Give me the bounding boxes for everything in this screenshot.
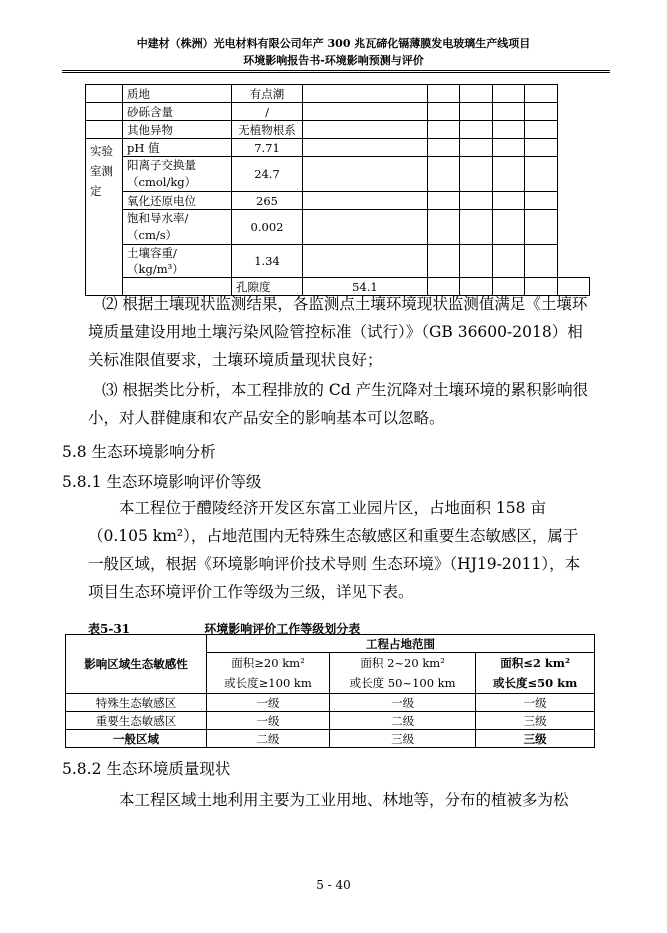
table-cell: 一级 [329,694,475,712]
paragraph-eco-status: 本工程区域土地利用主要为工业用地、林地等，分布的植被多为松 [119,791,569,809]
property-value: 24.7 [232,157,303,192]
property-name: 质地 [123,85,232,103]
header-line-1: 中建材（株洲）光电材料有限公司年产 300 兆瓦碲化镉薄膜发电玻璃生产线项目 [136,37,531,50]
column-header-line: 或长度 50~100 km [349,676,456,690]
group-header: 工程占地范围 [207,635,595,653]
property-name: 其他异物 [123,121,232,139]
property-name: 土壤容重/（kg/m³） [123,245,232,278]
section-heading-5-8: 5.8 生态环境影响分析 [62,443,216,461]
property-name: 砂砾含量 [123,103,232,121]
table-cell: 三级 [476,730,595,748]
property-value: 有点潮 [232,85,303,103]
row-label: 一般区域 [66,730,207,748]
table-row [66,730,595,748]
property-value: 265 [232,192,303,210]
property-name: 孔隙度 [232,278,303,296]
paragraph-soil-conclusion: ⑵ 根据土壤现状监测结果，各监测点土壤环境现状监测值满足《土壤环境质量建设用地土壤污染风险管控标准（试行）》（GB 36600-2018）相关标准限值要求，土壤环境质量现状良好； [88,295,588,369]
header-rule [62,70,610,73]
column-header-line: 面积≥20 km² [231,656,305,670]
column-header-line: 面积 2~20 km² [360,656,445,670]
table-row [86,210,590,245]
table-cell: 一级 [207,712,330,730]
section-heading-5-8-1: 5.8.1 生态环境影响评价等级 [62,473,262,491]
row-label: 重要生态敏感区 [66,712,207,730]
table-cell: 二级 [207,730,330,748]
property-name: pH 值 [123,139,232,157]
property-name: 氧化还原电位 [123,192,232,210]
column-header-line: 或长度≤50 km [492,676,578,690]
row-label: 特殊生态敏感区 [66,694,207,712]
table-row [66,694,595,712]
section-heading-5-8-2: 5.8.2 生态环境质量现状 [62,760,231,778]
soil-properties-table [85,84,590,296]
property-value: 0.002 [232,210,303,245]
table-row [86,157,590,192]
property-value: 无植物根系 [232,121,303,139]
table-number: 表5-31 [88,622,131,636]
page-number: 5 - 40 [316,878,351,892]
table-title: 环境影响评价工作等级划分表 [204,622,361,636]
property-name: 阳离子交换量（cmol/kg） [123,157,232,192]
table-row [66,712,595,730]
header-line-2: 环境影响报告书-环境影响预测与评价 [243,54,424,67]
column-header [476,653,595,694]
empty-cell [86,85,123,103]
table-row [86,245,590,278]
column-header [207,653,330,694]
property-name: 饱和导水率/（cm/s） [123,210,232,245]
column-header-line: 面积≤2 km² [500,656,571,670]
group-label: 实验室测定 [86,139,123,296]
table-row [86,85,590,103]
table-cell: 三级 [329,730,475,748]
table-cell: 二级 [329,712,475,730]
table-row [86,139,590,157]
column-header-line: 或长度≥100 km [224,676,312,690]
paragraph-eco-grade: 本工程位于醴陵经济开发区东富工业园片区，占地面积 158 亩（0.105 km²），占地范围内无特殊生态敏感区和重要生态敏感区，属于一般区域，根据《环境影响评价技术导则 生态环境》（HJ19-2011），本项目生态环境评价工作等级为三级，详见下表。 [88,499,581,601]
eco-grade-table [65,634,595,748]
property-value: 54.1 [303,278,428,296]
property-value: / [232,103,303,121]
table-cell: 三级 [476,712,595,730]
paragraph-cd-deposition: ⑶ 根据类比分析，本工程排放的 Cd 产生沉降对土壤环境的累积影响很小，对人群健康和农产品安全的影响基本可以忽略。 [88,381,589,427]
table-row [86,121,590,139]
property-value: 7.71 [232,139,303,157]
table-row [86,192,590,210]
corner-header: 影响区域生态敏感性 [66,635,207,694]
table-header-row [66,635,595,653]
table-cell: 一级 [476,694,595,712]
table-row [86,103,590,121]
table-cell: 一级 [207,694,330,712]
column-header [329,653,475,694]
property-value: 1.34 [232,245,303,278]
